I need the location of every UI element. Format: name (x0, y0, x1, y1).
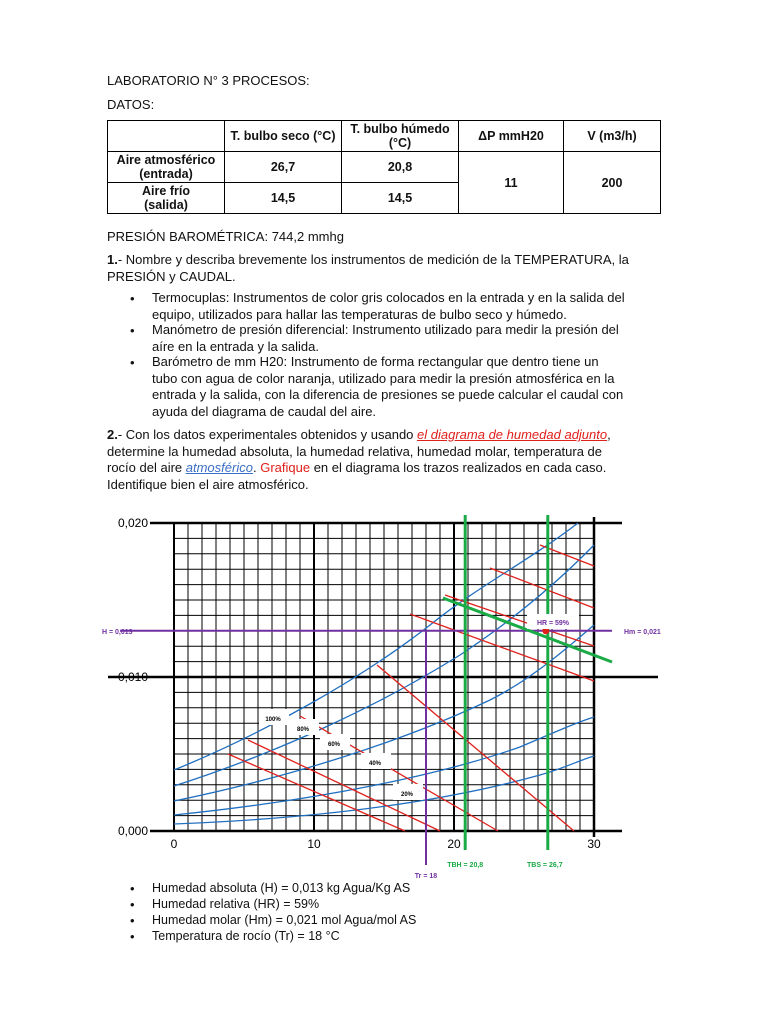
header-dp: ΔP mmH20 (459, 121, 564, 152)
row-entrada-label: Aire atmosférico (entrada) (108, 152, 225, 183)
row-salida-tbh: 14,5 (342, 183, 459, 214)
y-tick-label: 0,000 (117, 824, 148, 838)
row-entrada-tbs: 26,7 (225, 152, 342, 183)
question-1 (107, 252, 667, 285)
result-humedad-molar: Humedad molar (Hm) = 0,021 mol Agua/mol AS (152, 913, 417, 927)
header-empty (108, 121, 225, 152)
bullet-icon: • (130, 355, 135, 370)
header-tbh: T. bulbo húmedo (°C) (342, 121, 459, 152)
bullet-barometro: Barómetro de mm H20: Instrumento de forma rectangular que dentro tiene un tubo con agua de color naranja, utilizado para medir la presión atmosférica en la entrada y la salida, con la diferencia de presiones se puede calcular el caudal con ayuda del diagrama de caudal del aire. (152, 354, 624, 419)
hr-label: 100% (265, 717, 281, 723)
header-tbs: T. bulbo seco (°C) (225, 121, 342, 152)
hr-label: 40% (368, 761, 382, 767)
row-entrada-tbh: 20,8 (342, 152, 459, 183)
x-tick-label: 10 (307, 837, 321, 851)
datos-label: DATOS: (107, 97, 155, 112)
result-humedad-absoluta: Humedad absoluta (H) = 0,013 kg Agua/Kg AS (152, 881, 411, 895)
question-2: 2.- Con los datos experimentales obtenidos y usando el diagrama de humedad adjunto, determine la humedad absoluta, la humedad relativa, humedad molar, temperatura de rocío del aire atmosférico. Grafique en el diagrama los trazos realizados en cada caso. Identifique bien el aire atmosférico. (107, 427, 611, 492)
y-tick-label: 0,020 (117, 516, 148, 530)
label-H: H = 0,013 (102, 628, 133, 636)
q1-text-1: - Nombre y describa brevemente los instrumentos de medición de la TEMPERATURA, la (117, 252, 629, 267)
hr-label: 80% (296, 727, 310, 733)
x-tick-label: 0 (170, 837, 178, 851)
psychrometric-chart (0, 500, 768, 890)
row-salida-tbs: 14,5 (225, 183, 342, 214)
atmosferico-link[interactable]: atmosférico (185, 460, 253, 475)
label-Tr: Tr = 18 (414, 873, 438, 880)
bullet-icon: • (130, 897, 135, 912)
row-salida-label: Aire frío (salida) (108, 183, 225, 214)
bullet-icon: • (130, 323, 135, 338)
hr-label: 60% (327, 742, 341, 748)
header-v: V (m3/h) (564, 121, 661, 152)
v-value: 200 (564, 152, 661, 214)
label-HR: HR = 59% (536, 620, 570, 627)
adiabatic-line (490, 568, 594, 608)
dp-value: 11 (459, 152, 564, 214)
presion-barometrica: PRESIÓN BAROMÉTRICA: 744,2 mmhg (107, 229, 344, 244)
bullet-icon: • (130, 881, 135, 896)
q1-number: 1. (107, 252, 118, 267)
y-tick-label: 0,010 (117, 670, 148, 684)
x-tick-label: 20 (447, 837, 461, 851)
label-TBH: TBH = 20,8 (447, 862, 484, 869)
label-Hm: Hm = 0,021 (624, 628, 661, 636)
bullet-icon: • (130, 929, 135, 944)
page-title: LABORATORIO N° 3 PROCESOS: (107, 73, 310, 88)
label-TBS: TBS = 26,7 (526, 862, 563, 869)
data-table (107, 120, 661, 214)
hr-label: 20% (400, 792, 414, 798)
bullet-manometro: Manómetro de presión diferencial: Instrumento utilizado para medir la presión del aíre en la entrada y la salida. (152, 322, 619, 354)
bullet-icon: • (130, 291, 135, 306)
result-temperatura-rocio: Temperatura de rocío (Tr) = 18 °C (152, 929, 340, 943)
result-humedad-relativa: Humedad relativa (HR) = 59% (152, 897, 320, 911)
bullet-termocuplas: Termocuplas: Instrumentos de color gris colocados en la entrada y en la salida del equipo, utilizados para hallar las temperaturas de bulbo seco y húmedo. (152, 290, 625, 322)
diagram-link[interactable]: el diagrama de humedad adjunto (417, 427, 608, 442)
q1-text-2: PRESIÓN y CAUDAL. (107, 268, 236, 284)
bullet-icon: • (130, 913, 135, 928)
adiabatic-line (377, 665, 574, 831)
x-tick-label: 30 (587, 837, 601, 851)
